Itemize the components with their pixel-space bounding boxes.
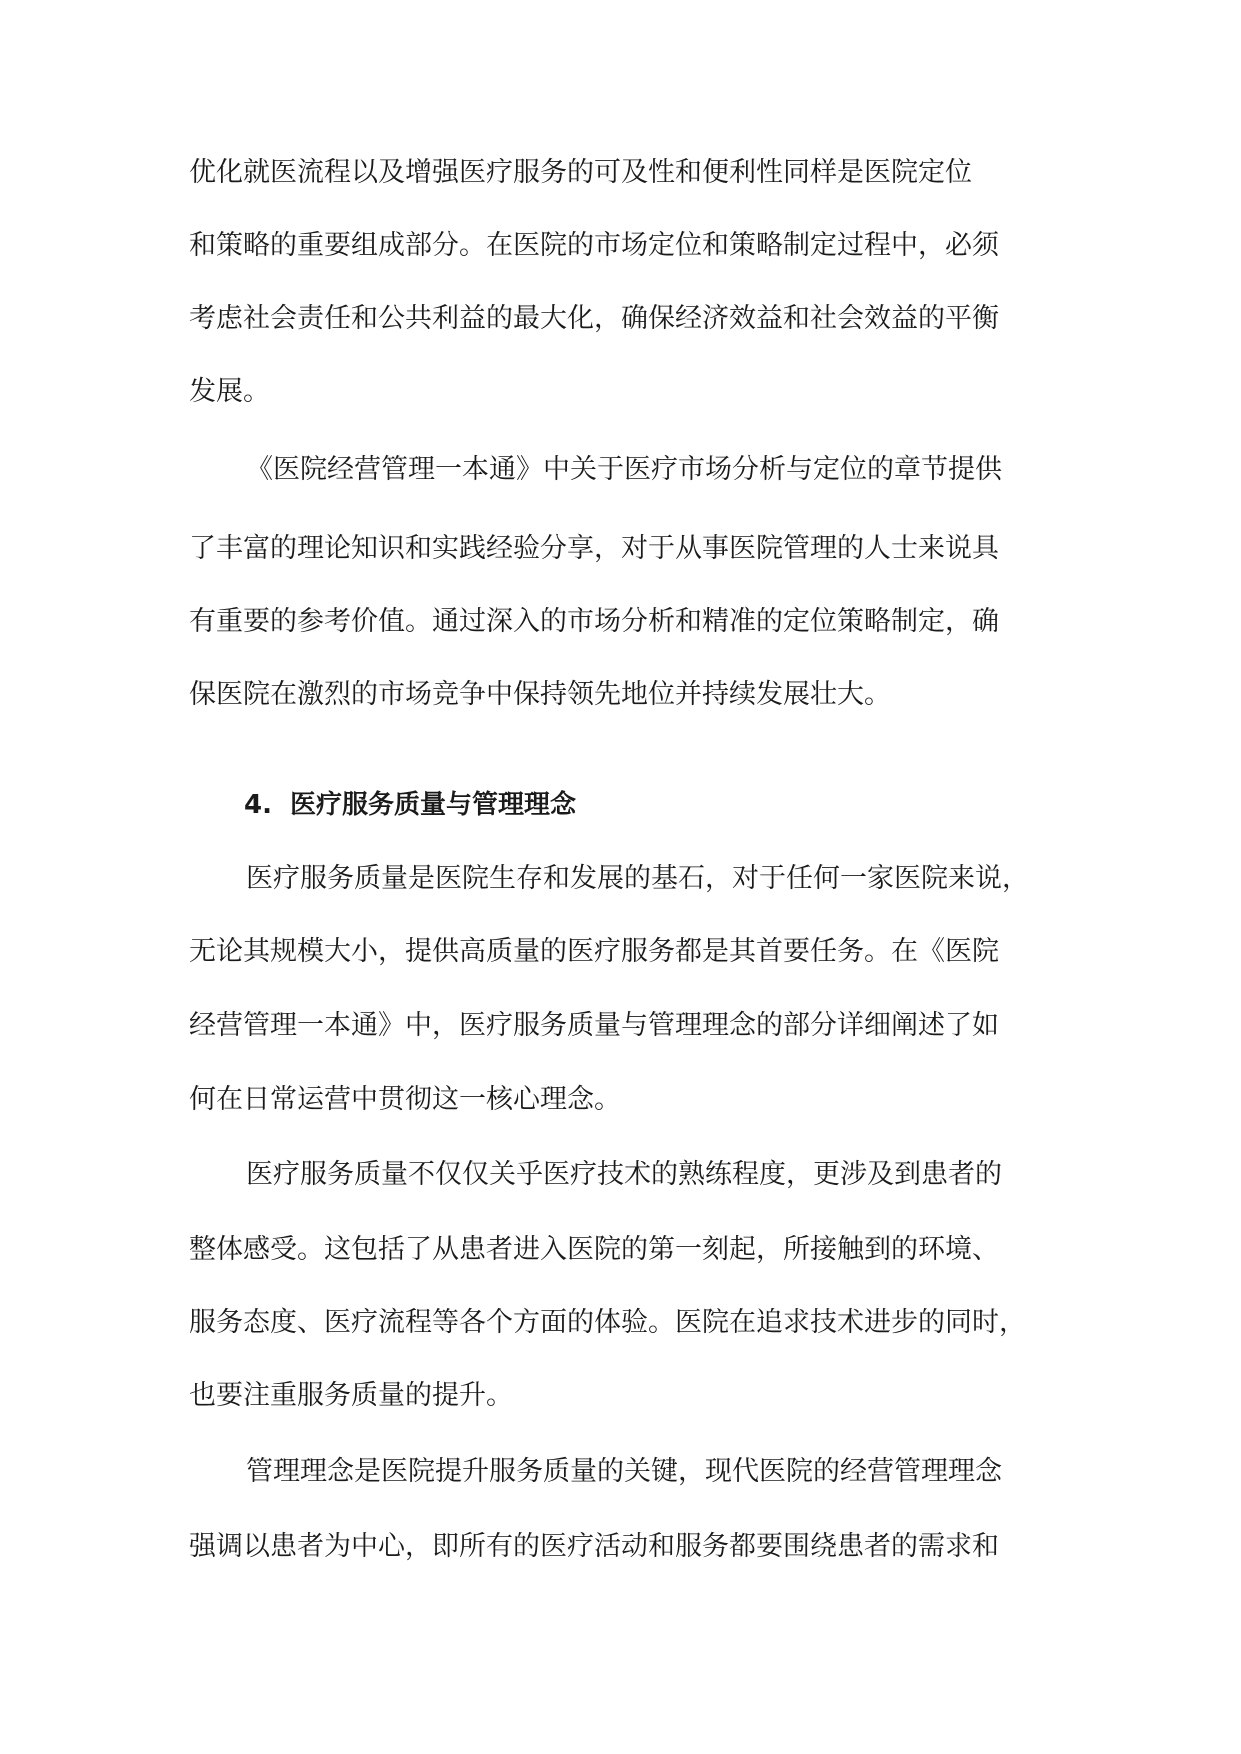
paragraph-4-line-3: 服务态度、医疗流程等各个方面的体验。医院在追求技术进步的同时， — [189, 1307, 1026, 1338]
paragraph-4-line-1: 医疗服务质量不仅仅关乎医疗技术的熟练程度，更涉及到患者的 — [246, 1159, 1002, 1190]
paragraph-3-line-2: 无论其规模大小，提供高质量的医疗服务都是其首要任务。在《医院 — [189, 936, 999, 967]
section-heading — [244, 785, 576, 825]
paragraph-2-line-3: 有重要的参考价值。通过深入的市场分析和精准的定位策略制定，确 — [189, 606, 999, 637]
paragraph-3-line-4: 何在日常运营中贯彻这一核心理念。 — [189, 1084, 621, 1115]
paragraph-4-line-4: 也要注重服务质量的提升。 — [189, 1380, 513, 1411]
paragraph-5-line-2: 强调以患者为中心，即所有的医疗活动和服务都要围绕患者的需求和 — [189, 1531, 999, 1562]
paragraph-1-line-1: 优化就医流程以及增强医疗服务的可及性和便利性同样是医院定位 — [189, 157, 972, 188]
paragraph-5-line-1: 管理理念是医院提升服务质量的关键，现代医院的经营管理理念 — [246, 1456, 1002, 1487]
paragraph-1-line-3: 考虑社会责任和公共利益的最大化，确保经济效益和社会效益的平衡 — [189, 303, 999, 334]
section-number: 4. — [244, 790, 272, 820]
paragraph-2-line-1: 《医院经营管理一本通》中关于医疗市场分析与定位的章节提供 — [246, 454, 1002, 485]
paragraph-1-line-2: 和策略的重要组成部分。在医院的市场定位和策略制定过程中，必须 — [189, 230, 999, 261]
section-title: 医疗服务质量与管理理念 — [290, 790, 577, 820]
paragraph-3-line-1: 医疗服务质量是医院生存和发展的基石，对于任何一家医院来说， — [246, 863, 1029, 894]
paragraph-4-line-2: 整体感受。这包括了从患者进入医院的第一刻起，所接触到的环境、 — [189, 1234, 999, 1265]
paragraph-2-line-2: 了丰富的理论知识和实践经验分享，对于从事医院管理的人士来说具 — [189, 533, 999, 564]
paragraph-2-line-4: 保医院在激烈的市场竞争中保持领先地位并持续发展壮大。 — [189, 679, 891, 710]
paragraph-3-line-3: 经营管理一本通》中，医疗服务质量与管理理念的部分详细阐述了如 — [189, 1010, 999, 1041]
paragraph-1-line-4: 发展。 — [189, 376, 270, 407]
